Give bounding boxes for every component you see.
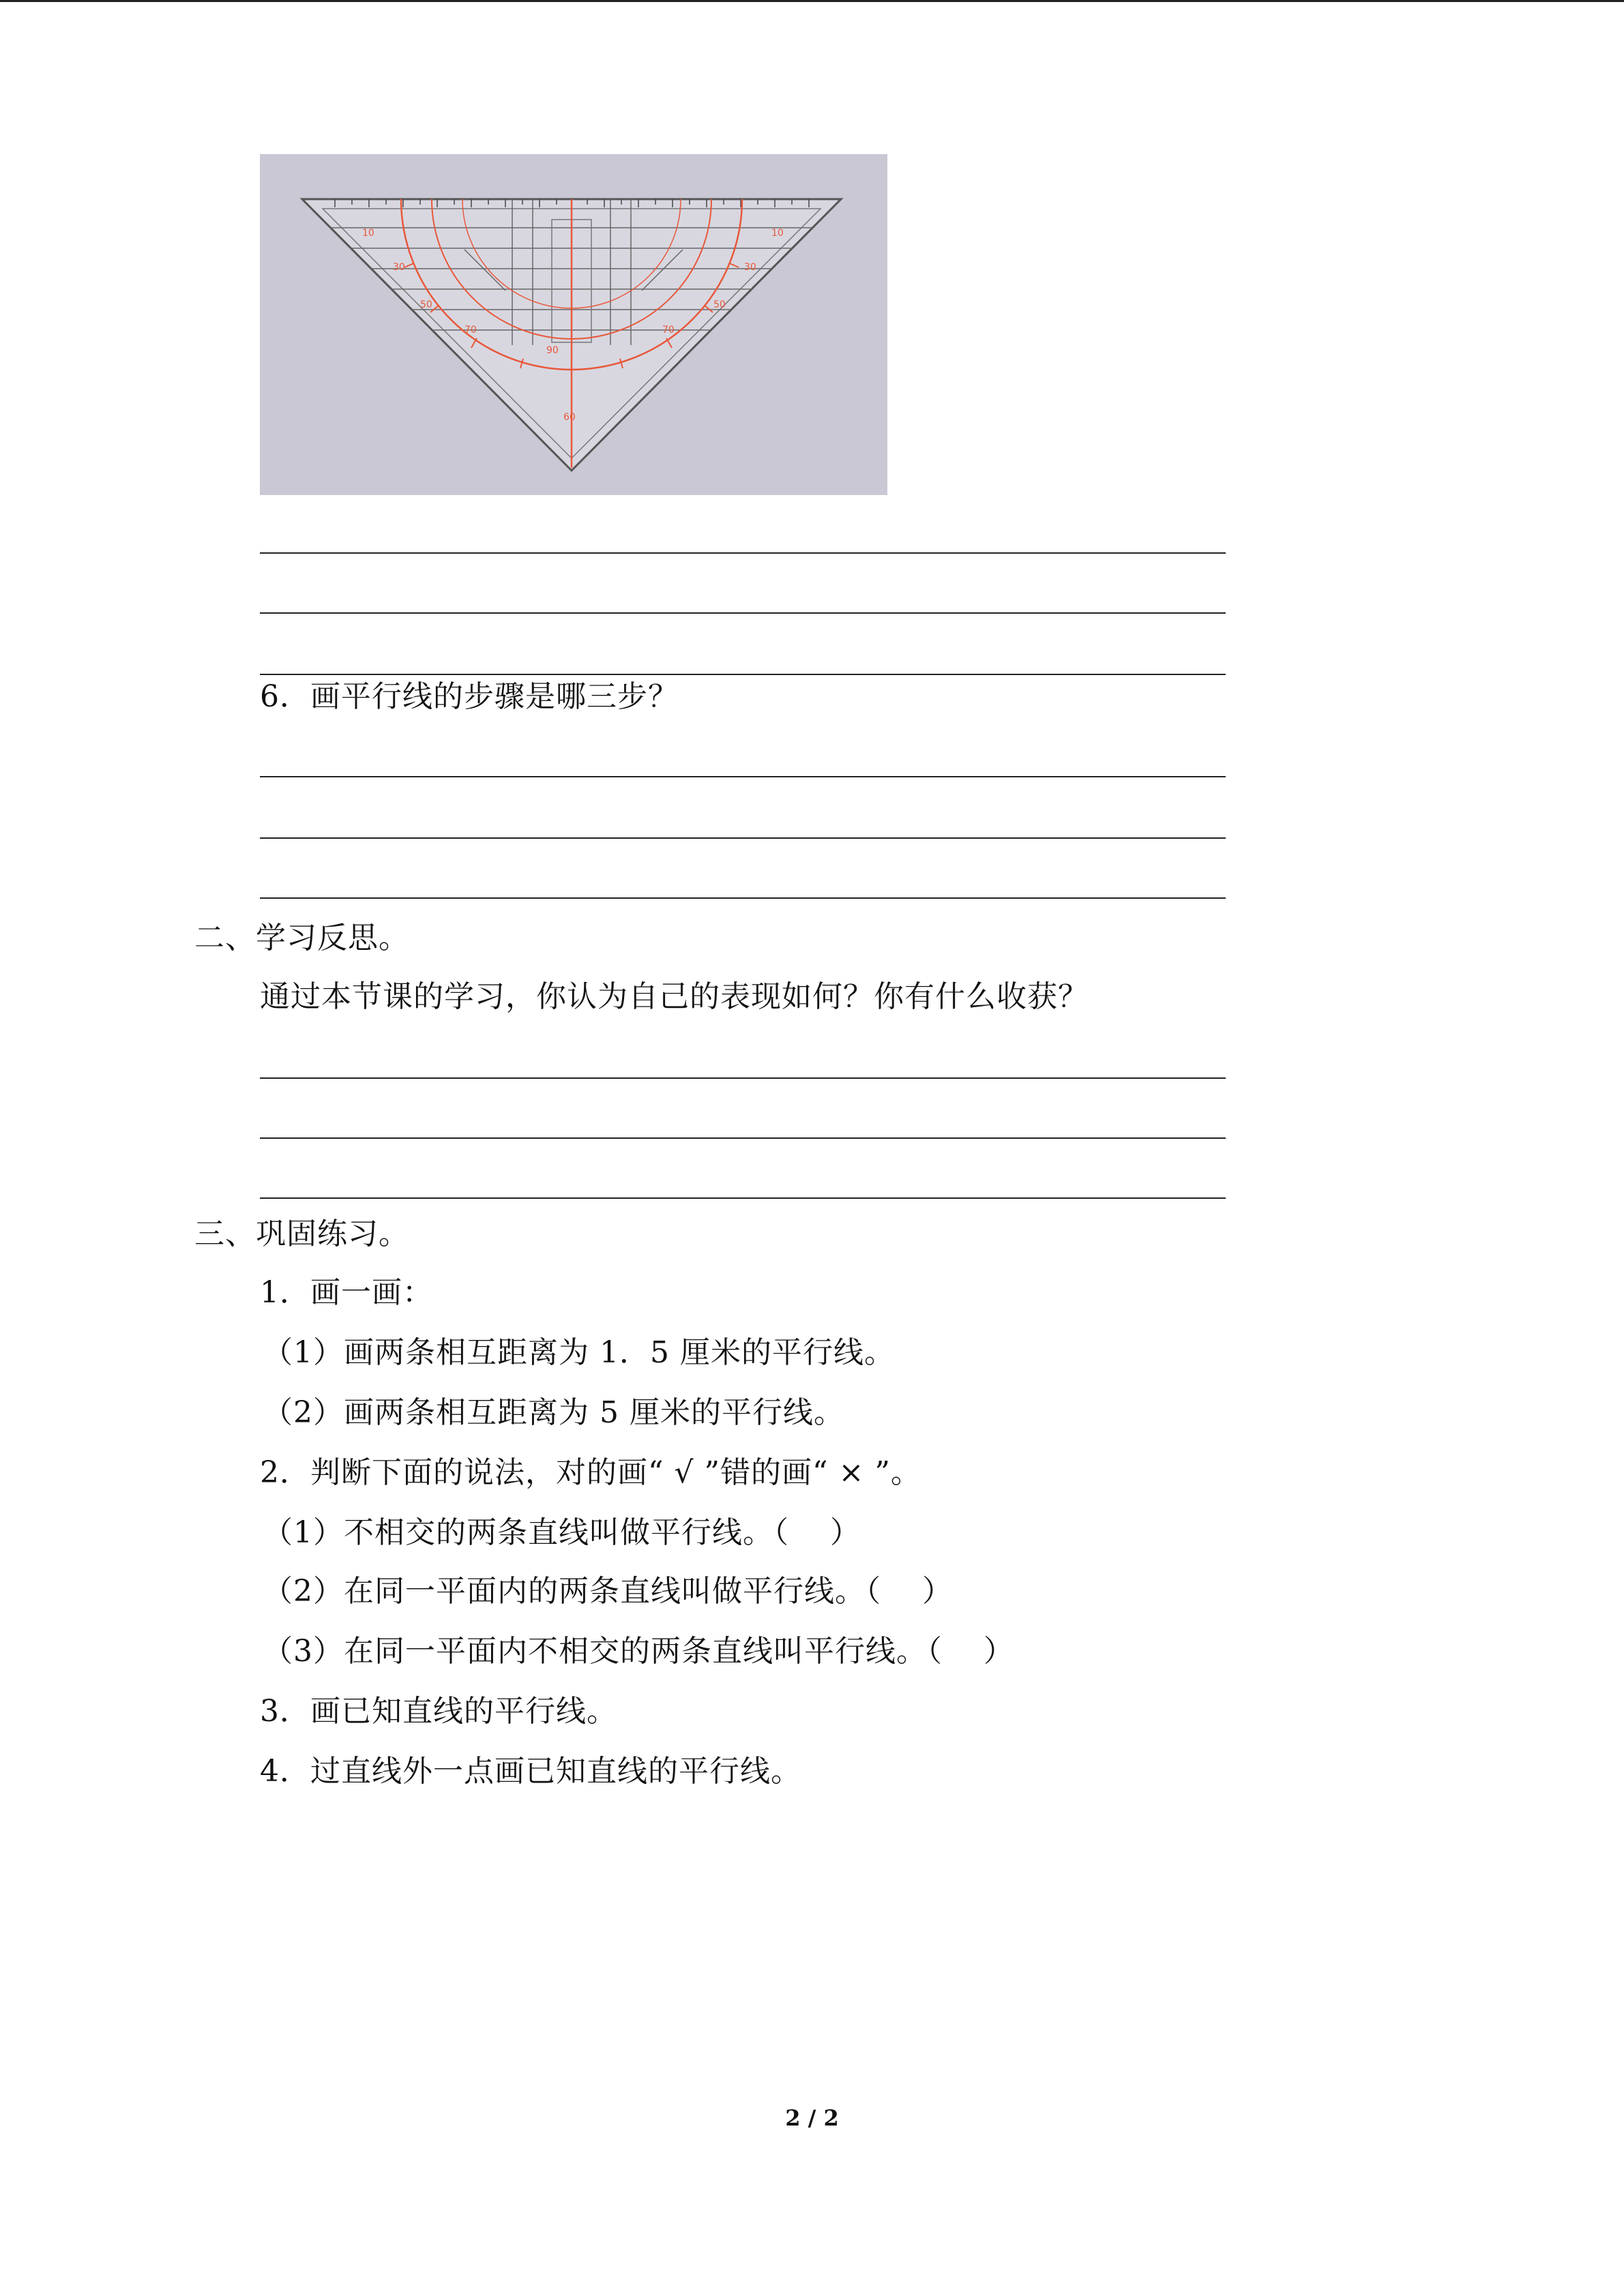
page-number: 2 / 2 (785, 2105, 839, 2131)
answer-line[interactable] (260, 776, 1226, 777)
exercise-item: （2）画两条相互距离为 5 厘米的平行线。 (263, 1395, 844, 1430)
exercise-item: 1．画一画： (260, 1275, 433, 1310)
answer-line[interactable] (260, 1077, 1226, 1079)
exercise-item: （1）画两条相互距离为 1．5 厘米的平行线。 (263, 1335, 895, 1370)
svg-text:10: 10 (771, 228, 784, 239)
top-border (0, 0, 1624, 2)
svg-text:30: 30 (393, 262, 405, 273)
answer-line[interactable] (260, 897, 1226, 899)
answer-line[interactable] (260, 1137, 1226, 1139)
answer-line[interactable] (260, 1197, 1226, 1199)
svg-text:50: 50 (713, 299, 726, 310)
question-6: 6．画平行线的步骤是哪三步？ (260, 679, 679, 714)
answer-line[interactable] (260, 612, 1226, 614)
svg-text:70: 70 (662, 325, 675, 336)
reflection-prompt: 通过本节课的学习，你认为自己的表现如何？你有什么收获？ (260, 979, 1089, 1014)
svg-text:60: 60 (563, 412, 576, 423)
section-2-heading: 二、学习反思。 (194, 921, 409, 955)
exercise-item: 4．过直线外一点画已知直线的平行线。 (260, 1754, 801, 1789)
exercise-item: 2．判断下面的说法，对的画“ √ ”错的画“ × ”。 (260, 1455, 921, 1490)
svg-text:10: 10 (362, 228, 374, 239)
exercise-item: （1）不相交的两条直线叫做平行线。（ ） (263, 1515, 861, 1550)
exercise-item: （3）在同一平面内不相交的两条直线叫平行线。（ ） (263, 1634, 1014, 1669)
answer-line[interactable] (260, 674, 1226, 675)
answer-line[interactable] (260, 552, 1226, 554)
exercise-item: 3．画已知直线的平行线。 (260, 1694, 617, 1729)
set-square-protractor-image (260, 154, 887, 495)
exercise-item: （2）在同一平面内的两条直线叫做平行线。（ ） (263, 1574, 953, 1609)
svg-text:90: 90 (546, 345, 559, 356)
svg-text:30: 30 (744, 262, 756, 273)
set-square-drawing (260, 154, 887, 495)
section-3-heading: 三、巩固练习。 (194, 1217, 409, 1251)
svg-text:70: 70 (464, 325, 477, 336)
answer-line[interactable] (260, 837, 1226, 839)
svg-text:50: 50 (420, 299, 432, 310)
